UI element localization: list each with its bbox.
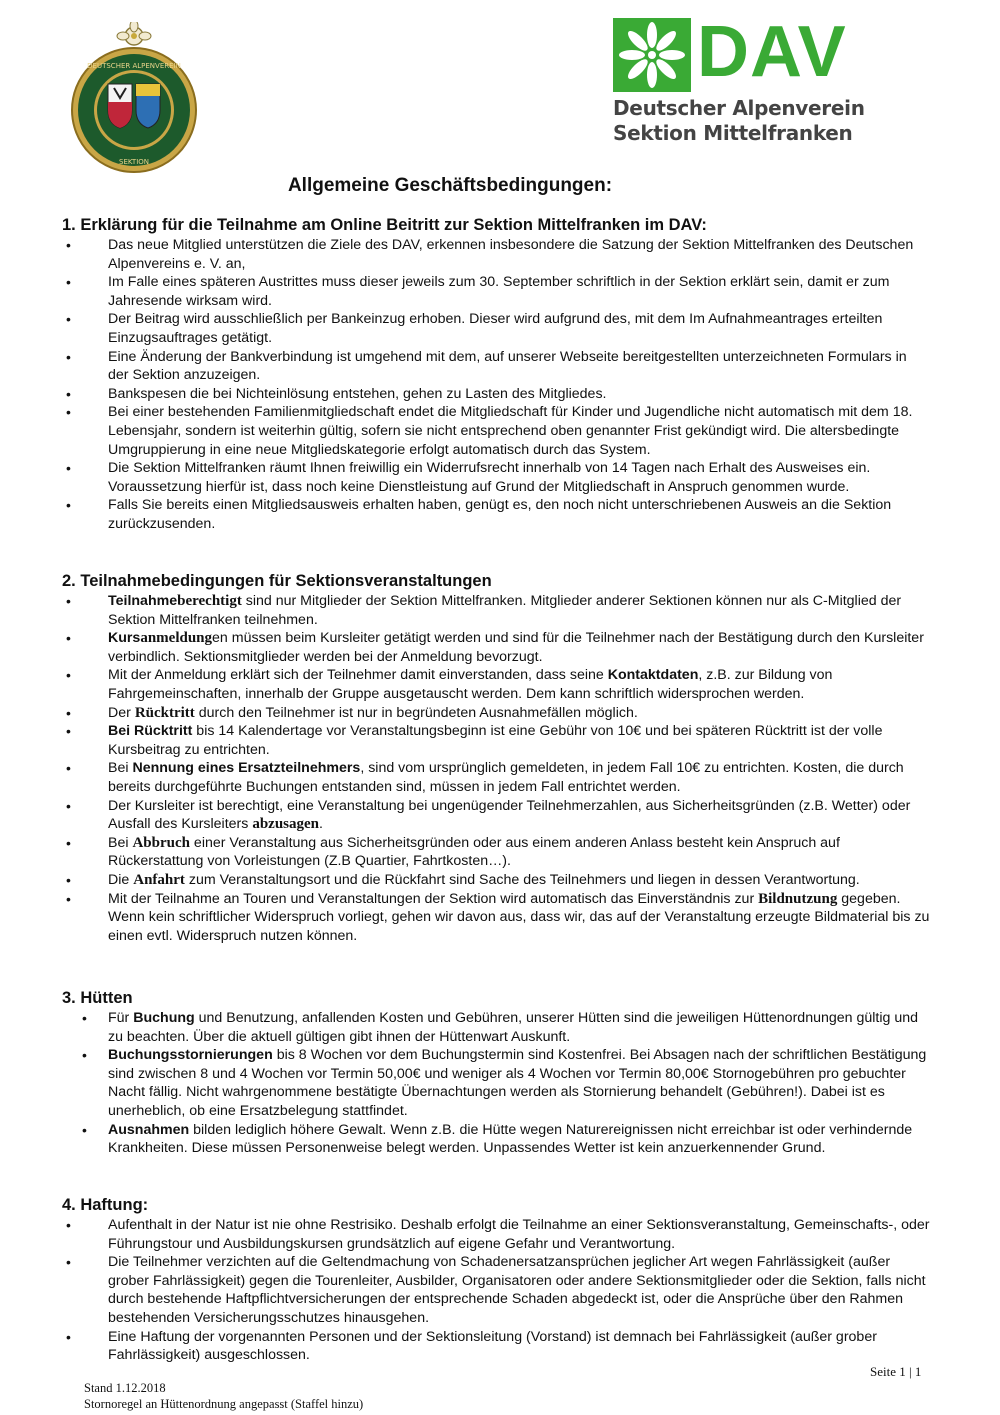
dav-subtitle-line1: Deutscher Alpenverein bbox=[613, 96, 865, 120]
list-item: • Bei Abbruch einer Veranstaltung aus Sicherheitsgründen oder aus einem anderen Anlass besteht kein Anspruch auf Rückerstattung von Vorleistungen (Z.B Quartier, Fahrtkosten…). bbox=[0, 834, 1000, 871]
list-item: • Bei Rücktritt bis 14 Kalendertage vor Veranstaltungsbeginn ist eine Gebühr von 10€ und bei späteren Rücktritt ist der volle Kursbeitrag zu entrichten. bbox=[0, 722, 1000, 759]
footer-stand: Stand 1.12.2018 bbox=[84, 1381, 166, 1395]
section-3-list bbox=[0, 1009, 1000, 1158]
list-item: • Bei Nennung eines Ersatzteilnehmers, sind vom ursprünglich gemeldeten, in jedem Fall 10€ zu entrichten. Kosten, die durch bereits durchgeführte Buchungen entstanden sind, müssen in jedem Fall entrichtet werden. bbox=[0, 759, 1000, 796]
list-item: • Für Buchung und Benutzung, anfallenden Kosten und Gebühren, unserer Hütten sind die jeweiligen Hüttenordnungen gültig und zu beachten. Über die aktuell gültigen gibt ihnen der Hüttenwart Auskunft. bbox=[0, 1009, 1000, 1046]
list-item: • Buchungsstornierungen bis 8 Wochen vor dem Buchungstermin sind Kostenfrei. Bei Absagen nach der schriftlichen Bestätigung sind zwischen 8 und 4 Wochen vor Termin 50,00€ und weniger als 4 Wochen vor Termin 80,00€ Stornogebühren pro gebuchter Nacht fällig. Nicht wahrgenommene bestätigte Übernachtungen werden als Stornierung behandelt (Gebühren!). Dabei ist es unerheblich, ob eine Ersatzbelegung stattfindet. bbox=[0, 1046, 1000, 1120]
edelweiss-icon bbox=[613, 18, 691, 92]
section-4-list bbox=[0, 1216, 1000, 1365]
list-item: • Teilnahmeberechtigt sind nur Mitglieder der Sektion Mittelfranken. Mitglieder anderer Sektionen können nur als C-Mitglied der Sektion Mittelfranken teilnehmen. bbox=[0, 592, 1000, 629]
dav-subtitle-line2: Sektion Mittelfranken bbox=[613, 121, 853, 145]
list-item: • Mit der Teilnahme an Touren und Veranstaltungen der Sektion wird automatisch das Einverständnis zur Bildnutzung gegeben. Wenn kein schriftlicher Widerspruch vorliegt, gehen wir davon aus, dass wir, das auf der Veranstaltung erzeugte Bildmaterial bis zu einen evtl. Widerspruch nutzen können. bbox=[0, 890, 1000, 946]
sektion-mittelfranken-seal-logo bbox=[70, 22, 198, 174]
seal-ring-text: DEUTSCHER ALPENVEREIN bbox=[87, 62, 181, 70]
list-item: • Im Falle eines späteren Austrittes muss dieser jeweils zum 30. September schriftlich in der Sektion erklärt sein, damit er zum Jahresende wirksam wird. bbox=[0, 273, 1000, 310]
dav-wordmark: DAV bbox=[697, 12, 847, 92]
edelweiss-icon bbox=[117, 22, 151, 45]
page-number: Seite 1 | 1 bbox=[870, 1364, 922, 1379]
seal-ring-bottom-text: SEKTION bbox=[119, 158, 149, 166]
section-2-list bbox=[0, 592, 1000, 945]
list-item: • Falls Sie bereits einen Mitgliedsausweis erhalten haben, genügt es, den noch nicht unterschriebenen Ausweis an die Sektion zurückzusenden. bbox=[0, 496, 1000, 533]
footer-change-note: Stornoregel an Hüttenordnung angepasst (Staffel hinzu) bbox=[84, 1397, 364, 1411]
list-item: • Bei einer bestehenden Familienmitgliedschaft endet die Mitgliedschaft für Kinder und Jugendliche nicht automatisch mit dem 18. Lebensjahr, sondern ist weiterhin gültig, sofern sie nicht entsprechend oben genannter Frist gekündigt wird. Die altersbedingte Umgruppierung in eine neue Mitgliedskategorie erfolgt automatisch durch das System. bbox=[0, 403, 1000, 459]
list-item: • Eine Änderung der Bankverbindung ist umgehend mit dem, auf unserer Webseite bereitgestellten unterzeichneten Formulars in der Sektion anzuzeigen. bbox=[0, 348, 1000, 385]
section-1-heading: 1. Erklärung für die Teilnahme am Online Beitritt zur Sektion Mittelfranken im DAV: bbox=[62, 216, 707, 234]
section-4-heading: 4. Haftung: bbox=[62, 1196, 149, 1214]
list-item: • Der Rücktritt durch den Teilnehmer ist nur in begründeten Ausnahmefällen möglich. bbox=[0, 704, 1000, 723]
list-item: • Die Sektion Mittelfranken räumt Ihnen freiwillig ein Widerrufsrecht innerhalb von 14 Tagen nach Erhalt des Ausweises ein. Voraussetzung hierfür ist, dass noch keine Dienstleistung auf Grund der Mitgliedschaft in Anspruch genommen wurde. bbox=[0, 459, 1000, 496]
dav-subtitle bbox=[613, 96, 865, 146]
section-3-heading: 3. Hütten bbox=[62, 989, 133, 1007]
list-item: • Bankspesen die bei Nichteinlösung entstehen, gehen zu Lasten des Mitgliedes. bbox=[0, 385, 1000, 404]
list-item: • Eine Haftung der vorgenannten Personen und der Sektionsleitung (Vorstand) ist demnach bei Fahrlässigkeit (außer grober Fahrlässigkeit) ausgeschlossen. bbox=[0, 1328, 1000, 1365]
list-item: • Der Kursleiter ist berechtigt, eine Veranstaltung bei ungenügender Teilnehmerzahlen, aus Sicherheitsgründen (z.B. Wetter) oder Ausfall des Kursleiters abzusagen. bbox=[0, 797, 1000, 834]
list-item: • Die Anfahrt zum Veranstaltungsort und die Rückfahrt sind Sache des Teilnehmers und liegen in dessen Verantwortung. bbox=[0, 871, 1000, 890]
page-title: Allgemeine Geschäftsbedingungen: bbox=[287, 175, 613, 196]
list-item: • Aufenthalt in der Natur ist nie ohne Restrisiko. Deshalb erfolgt die Teilnahme an einer Sektionsveranstaltung, Gemeinschafts-, oder Führungstour und Ausbildungskursen grundsätzlich auf eigene Gefahr und Verantwortung. bbox=[0, 1216, 1000, 1253]
dav-logo bbox=[613, 12, 865, 146]
list-item: • Ausnahmen bilden lediglich höhere Gewalt. Wenn z.B. die Hütte wegen Naturereignissen nicht erreichbar ist oder verhindernde Krankheiten. Diese müssen Personenweise belegt werden. Unpassendes Wetter ist kein anzuerkennender Grund. bbox=[0, 1121, 1000, 1158]
edelweiss-logo-box bbox=[613, 18, 691, 92]
section-2-heading: 2. Teilnahmebedingungen für Sektionsveranstaltungen bbox=[62, 572, 492, 590]
list-item: • Der Beitrag wird ausschließlich per Bankeinzug erhoben. Dieser wird aufgrund des, mit dem Im Aufnahmeantrages erteilten Einzugsauftrages getätigt. bbox=[0, 310, 1000, 347]
list-item: • Die Teilnehmer verzichten auf die Geltendmachung von Schadenersatzansprüchen jeglicher Art wegen Fahrlässigkeit (außer grober Fahrlässigkeit) gegen die Tourenleiter, Ausbilder, Organisatoren oder andere Sektionsmitglieder oder die Sektion, falls nicht durch bestehende Haftpflichtversicherungen der entsprechende Schaden abgedeckt ist, oder die Ansprüche über den Rahmen bestehenden Versicherungsschutzes hinausgehen. bbox=[0, 1253, 1000, 1327]
list-item: • Mit der Anmeldung erklärt sich der Teilnehmer damit einverstanden, dass seine Kontaktdaten, z.B. zur Bildung von Fahrgemeinschaften, innerhalb der Gruppe ausgetauscht werden. Dem kann schriftlich widersprochen werden. bbox=[0, 666, 1000, 703]
list-item: • Kursanmeldungen müssen beim Kursleiter getätigt werden und sind für die Teilnehmer nach der Bestätigung durch den Kursleiter verbindlich. Sektionsmitglieder werden bei der Anmeldung bevorzugt. bbox=[0, 629, 1000, 666]
section-1-list bbox=[0, 236, 1000, 534]
list-item: • Das neue Mitglied unterstützen die Ziele des DAV, erkennen insbesondere die Satzung der Sektion Mittelfranken des Deutschen Alpenvereins e. V. an, bbox=[0, 236, 1000, 273]
footer-note bbox=[84, 1380, 363, 1412]
